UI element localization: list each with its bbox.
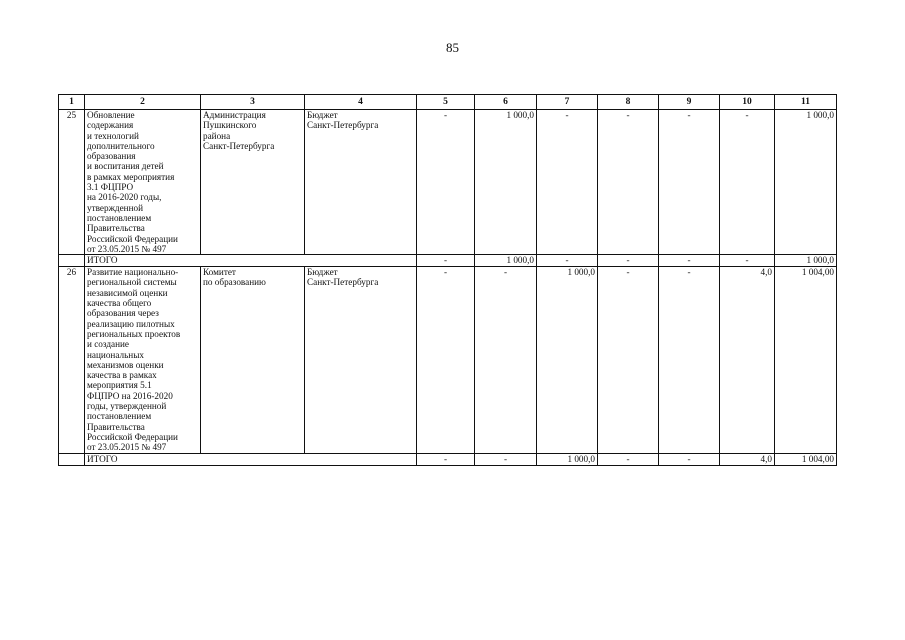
executor	[201, 110, 305, 255]
executor-line: района	[203, 130, 231, 141]
funding-source-line: Бюджет	[307, 267, 338, 278]
funding-source-line: Санкт-Петербурга	[307, 277, 379, 288]
measure-name-line: Обновление	[87, 110, 135, 120]
measure-name-line: ФЦПРО на 2016-2020	[87, 390, 173, 401]
measure-name-line: содержания	[87, 120, 134, 131]
total-col-5: -	[417, 453, 475, 465]
total-empty-cell	[59, 453, 85, 465]
value-col-5: -	[417, 267, 475, 453]
measure-name-line: Правительства	[87, 421, 145, 432]
measure-name	[85, 110, 201, 255]
row-number: 25	[59, 110, 85, 255]
value-col-8: -	[598, 110, 659, 255]
measure-name-line: качества общего	[87, 298, 152, 309]
measure-name-line: национальных	[87, 349, 144, 360]
value-col-9: -	[659, 110, 720, 255]
value-col-5: -	[417, 110, 475, 255]
measure-name-line: региональной системы	[87, 277, 177, 288]
value-col-10: 4,0	[720, 267, 775, 453]
total-col-8: -	[598, 255, 659, 267]
row-number: 26	[59, 267, 85, 453]
measure-name-line: Российской Федерации	[87, 431, 178, 442]
col-header-8: 8	[598, 95, 659, 110]
value-col-8: -	[598, 267, 659, 453]
value-col-7: -	[537, 110, 598, 255]
executor-line: по образованию	[203, 277, 266, 288]
col-header-11: 11	[775, 95, 837, 110]
total-col-9: -	[659, 453, 720, 465]
measure-name-line: в рамках мероприятия	[87, 171, 175, 182]
col-header-9: 9	[659, 95, 720, 110]
table-row-25	[59, 110, 837, 255]
total-col-7: 1 000,0	[537, 453, 598, 465]
table-row-26	[59, 267, 837, 453]
measure-name-line: региональных проектов	[87, 328, 181, 339]
total-col-10: 4,0	[720, 453, 775, 465]
measure-name-line: постановлением	[87, 411, 152, 422]
total-empty-cell	[59, 255, 85, 267]
measure-name-line: 3.1 ФЦПРО	[87, 182, 134, 193]
total-col-11: 1 004,00	[775, 453, 837, 465]
total-col-6: 1 000,0	[475, 255, 537, 267]
value-col-7: 1 000,0	[537, 267, 598, 453]
funding-source	[305, 267, 417, 453]
total-label: ИТОГО	[85, 255, 417, 267]
value-col-9: -	[659, 267, 720, 453]
value-col-11: 1 004,00	[775, 267, 837, 453]
total-label: ИТОГО	[85, 453, 417, 465]
measure-name-line: от 23.05.2015 № 497	[87, 243, 167, 254]
total-row-26	[59, 453, 837, 465]
measure-name-line: реализацию пилотных	[87, 318, 175, 329]
measure-name-line: дополнительного	[87, 140, 155, 151]
measure-name-line: постановлением	[87, 212, 152, 223]
executor-line: Санкт-Петербурга	[203, 140, 275, 151]
measure-name-line: Развитие национально-	[87, 267, 179, 278]
value-col-6: -	[475, 267, 537, 453]
executor	[201, 267, 305, 453]
funding-source	[305, 110, 417, 255]
executor-line: Пушкинского	[203, 120, 257, 131]
col-header-1: 1	[59, 95, 85, 110]
executor-line: Комитет	[203, 267, 236, 278]
measure-name-line: и воспитания детей	[87, 161, 164, 172]
measure-name-line: Российской Федерации	[87, 233, 178, 244]
measure-name-line: Правительства	[87, 223, 145, 234]
measure-name-line: качества в рамках	[87, 370, 157, 381]
measure-name-line: на 2016-2020 годы,	[87, 192, 162, 203]
executor-line: Администрация	[203, 110, 266, 120]
col-header-4: 4	[305, 95, 417, 110]
funding-source-line: Бюджет	[307, 110, 338, 120]
col-header-10: 10	[720, 95, 775, 110]
col-header-3: 3	[201, 95, 305, 110]
total-col-6: -	[475, 453, 537, 465]
value-col-10: -	[720, 110, 775, 255]
measure-name-line: годы, утвержденной	[87, 401, 167, 412]
measure-name-line: и технологий	[87, 130, 139, 141]
measure-name-line: мероприятия 5.1	[87, 380, 152, 391]
measure-name-line: от 23.05.2015 № 497	[87, 442, 167, 453]
total-col-10: -	[720, 255, 775, 267]
total-col-7: -	[537, 255, 598, 267]
measure-name-line: образования через	[87, 308, 159, 319]
funding-source-line: Санкт-Петербурга	[307, 120, 379, 131]
measure-name-line: механизмов оценки	[87, 359, 164, 370]
value-col-11: 1 000,0	[775, 110, 837, 255]
measure-name-line: и создание	[87, 339, 130, 350]
budget-table	[58, 94, 837, 466]
total-col-5: -	[417, 255, 475, 267]
value-col-6: 1 000,0	[475, 110, 537, 255]
total-col-11: 1 000,0	[775, 255, 837, 267]
col-header-2: 2	[85, 95, 201, 110]
col-header-5: 5	[417, 95, 475, 110]
col-header-7: 7	[537, 95, 598, 110]
measure-name-line: утвержденной	[87, 202, 144, 213]
page-number: 85	[446, 40, 459, 55]
total-col-9: -	[659, 255, 720, 267]
measure-name-line: образования	[87, 151, 136, 162]
col-header-6: 6	[475, 95, 537, 110]
measure-name	[85, 267, 201, 453]
measure-name-line: независимой оценки	[87, 287, 168, 298]
header-row	[59, 95, 837, 110]
total-col-8: -	[598, 453, 659, 465]
total-row-25	[59, 255, 837, 267]
